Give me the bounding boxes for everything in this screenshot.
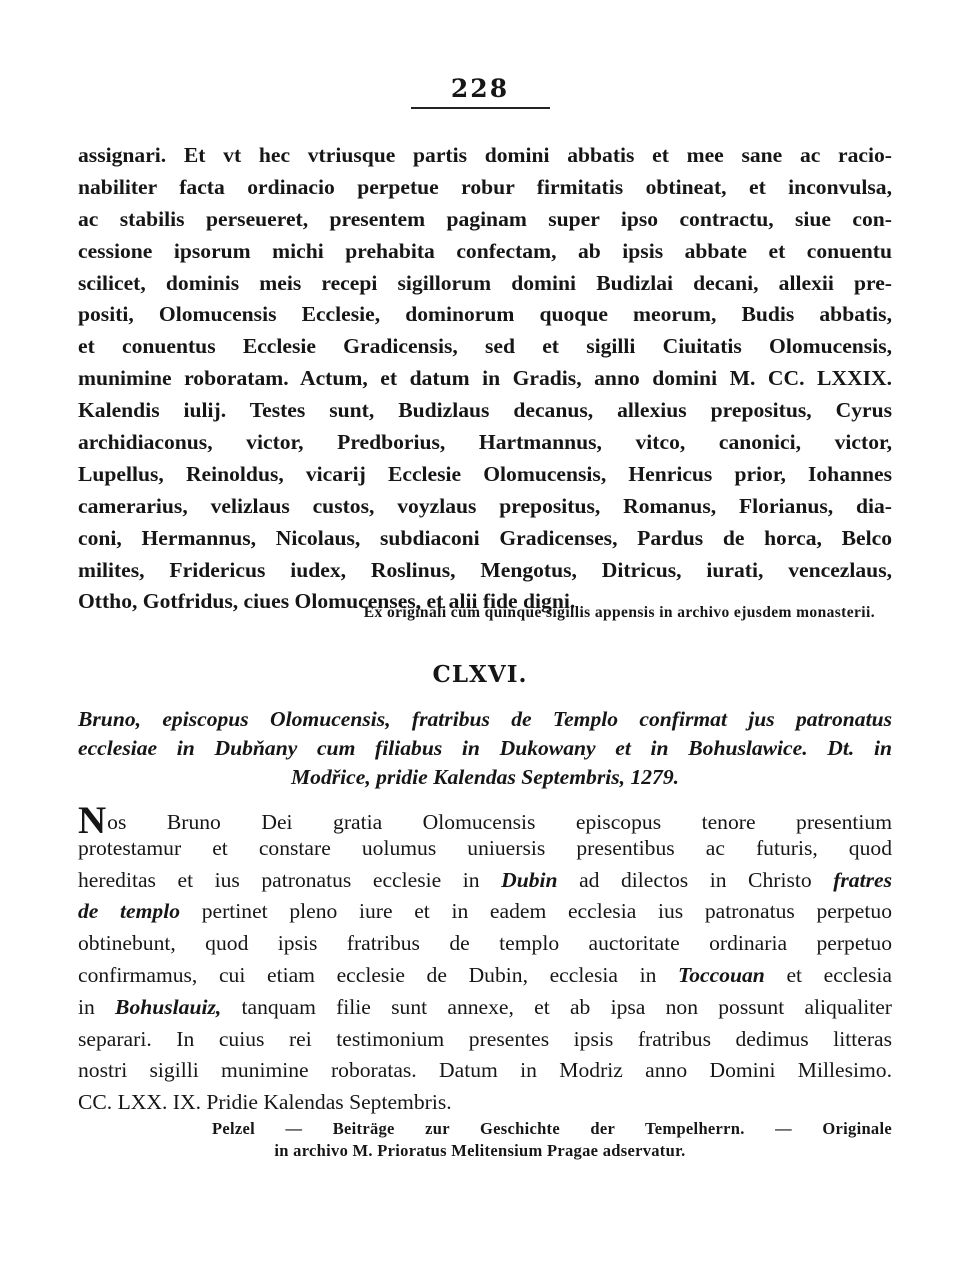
place-name: Dubin xyxy=(501,867,558,892)
place-name: Toccouan xyxy=(678,962,765,987)
text-line: protestamur et constare uolumus uniuersis presentibus ac futuris, quod xyxy=(78,835,892,860)
heading-line: Bruno, episcopus Olomucensis, fratribus de Templo confirmat jus patronatus xyxy=(78,707,892,731)
text-line: separari. In cuius rei testimonium presentes ipsis fratribus dedimus litteras xyxy=(78,1026,892,1051)
chapter-number: CLXVI. xyxy=(432,661,528,688)
text-line: CC. LXX. IX. Pridie Kalendas Septembris. xyxy=(78,1090,452,1115)
citation-line: in archivo M. Prioratus Melitensium Pragae adservatur. xyxy=(274,1141,686,1160)
paragraph-charter-end xyxy=(78,140,892,618)
text-line: milites, Fridericus iudex, Roslinus, Mengotus, Ditricus, iurati, vencezlaus, xyxy=(78,557,892,582)
text-line: nostri sigilli munimine roboratas. Datum in Modriz anno Domini Millesimo. xyxy=(78,1058,892,1083)
heading-line: Modřice, pridie Kalendas Septembris, 1279. xyxy=(290,764,680,789)
citation-line: Pelzel — Beiträge zur Geschichte der Tempelherrn. — Originale xyxy=(212,1119,892,1138)
text-line: camerarius, velizlaus custos, voyzlaus prepositus, Romanus, Florianus, dia- xyxy=(78,493,892,518)
paragraph-charter xyxy=(78,801,892,1119)
text-line: et conuentus Ecclesie Gradicensis, sed et sigilli Ciuitatis Olomucensis, xyxy=(78,334,892,359)
text-line: de templo pertinet pleno iure et in eadem ecclesia ius patronatus perpetuo xyxy=(78,899,892,924)
text-line: nabiliter facta ordinacio perpetue robur firmitatis obtineat, et inconvulsa, xyxy=(78,174,892,199)
place-name: Bohuslauiz, xyxy=(115,994,222,1019)
text-line: cessione ipsorum michi prehabita confectam, ab ipsis abbate et conuentu xyxy=(78,238,892,263)
text-line: Ottho, Gotfridus, ciues Olomucenses, et alii fide digni. xyxy=(78,589,576,614)
header-rule xyxy=(411,107,550,109)
text-line: Nos Bruno Dei gratia Olomucensis episcopus tenore presentium xyxy=(78,799,892,842)
emphasis: de templo xyxy=(78,899,181,924)
source-note: Ex originali cum quinque sigillis appensis in archivo ejusdem monasterii. xyxy=(363,604,875,621)
heading-line: ecclesiae in Dubňany cum filiabus in Dukowany et in Bohuslawice. Dt. in xyxy=(78,735,892,760)
text-line: archidiaconus, victor, Predborius, Hartmannus, vitco, canonici, victor, xyxy=(78,430,892,455)
text-line: in Bohuslauiz, tanquam filie sunt annexe, et ab ipsa non possunt aliqualiter xyxy=(78,994,892,1019)
text-line: Lupellus, Reinoldus, vicarij Ecclesie Olomucensis, Henricus prior, Iohannes xyxy=(78,461,892,486)
text-line: Kalendis iulij. Testes sunt, Budizlaus decanus, allexius prepositus, Cyrus xyxy=(78,398,892,423)
drop-cap: N xyxy=(78,799,107,842)
text-line: scilicet, dominis meis recepi sigillorum domini Budizlai decani, allexii pre- xyxy=(78,270,892,295)
text-line: confirmamus, cui etiam ecclesie de Dubin, ecclesia in Toccouan et ecclesia xyxy=(78,962,892,987)
text-line: ac stabilis perseueret, presentem paginam super ipso contractu, siue con- xyxy=(78,206,892,231)
text-line: assignari. Et vt hec vtriusque partis domini abbatis et mee sane ac racio- xyxy=(78,143,892,167)
document-heading xyxy=(78,705,892,791)
text-line: obtinebunt, quod ipsis fratribus de templo auctoritate ordinaria perpetuo xyxy=(78,931,892,956)
text-line: munimine roboratam. Actum, et datum in Gradis, anno domini M. CC. LXXIX. xyxy=(78,366,892,391)
text-line: positi, Olomucensis Ecclesie, dominorum quoque meorum, Budis abbatis, xyxy=(78,302,892,327)
source-citation xyxy=(212,1118,892,1162)
page-number: 228 xyxy=(450,74,510,103)
text-line: coni, Hermannus, Nicolaus, subdiaconi Gradicenses, Pardus de horca, Belco xyxy=(78,525,892,550)
text-line: hereditas et ius patronatus ecclesie in Dubin ad dilectos in Christo fratres xyxy=(78,867,892,892)
emphasis: fratres xyxy=(833,867,892,892)
